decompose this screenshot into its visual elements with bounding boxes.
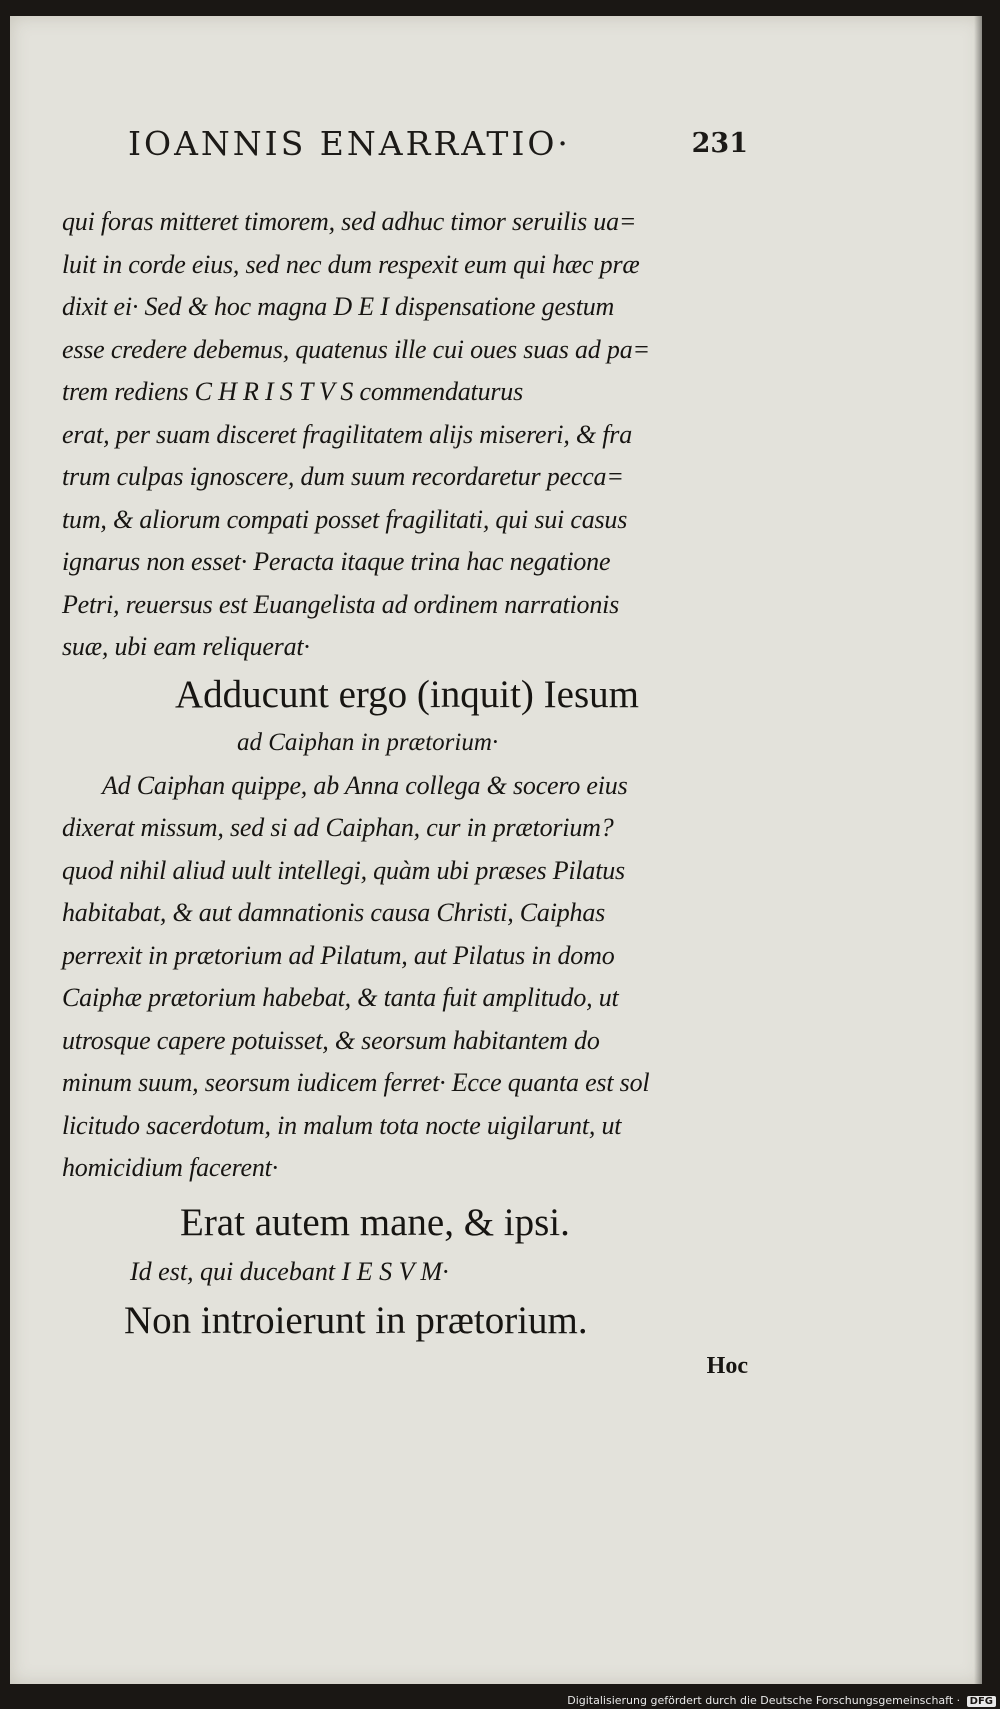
text-line: homicidium facerent· (62, 1153, 278, 1182)
text-line: trem rediens C H R I S T V S commendaturus (62, 377, 524, 406)
credit-text: Digitalisierung gefördert durch die Deutsche Forschungsgemeinschaft · (567, 1694, 961, 1707)
text-line: erat, per suam disceret fragilitatem alijs misereri, & fra (62, 419, 632, 449)
text-block (62, 201, 752, 1384)
lemma-heading: Non introierunt in prætorium. (124, 1298, 588, 1342)
lemma-subheading: Id est, qui ducebant I E S V M· (130, 1256, 449, 1286)
lemma-subheading: ad Caiphan in prætorium· (237, 728, 499, 756)
catchword: Hoc (706, 1352, 748, 1379)
text-line: Caiphæ prætorium habebat, & tanta fuit amplitudo, ut (62, 983, 619, 1012)
text-line: Ad Caiphan quippe, ab Anna collega & socero eius (102, 770, 628, 800)
text-line: utrosque capere potuisset, & seorsum habitantem do (62, 1025, 600, 1055)
text-line: Petri, reuersus est Euangelista ad ordinem narrationis (62, 589, 620, 619)
text-line: trum culpas ignoscere, dum suum recordaretur pecca= (62, 462, 624, 491)
text-line: tum, & aliorum compati posset fragilitati, qui sui casus (62, 504, 628, 534)
text-line: dixerat missum, sed si ad Caiphan, cur in prætorium? (62, 813, 614, 842)
dfg-logo: DFG (967, 1696, 996, 1707)
page-number: 231 (691, 128, 748, 159)
digitization-credit (567, 1694, 996, 1707)
text-line: habitabat, & aut damnationis causa Christi, Caiphas (62, 898, 606, 927)
page-edge-shadow (974, 16, 982, 1684)
text-line: esse credere debemus, quatenus ille cui oues suas ad pa= (62, 334, 650, 364)
lemma-heading: Erat autem mane, & ipsi. (180, 1200, 570, 1244)
text-line: suæ, ubi eam reliquerat· (62, 632, 310, 661)
text-line: luit in corde eius, sed nec dum respexit eum qui hæc præ (62, 249, 640, 279)
running-head-title: IOANNIS ENARRATIO· (128, 124, 571, 163)
book-page (10, 16, 982, 1684)
text-line: licitudo sacerdotum, in malum tota nocte uigilarunt, ut (62, 1110, 622, 1140)
text-line: minum suum, seorsum iudicem ferret· Ecce quanta est sol (62, 1068, 650, 1097)
lemma-heading: Adducunt ergo (inquit) Iesum (175, 672, 639, 716)
text-line: quod nihil aliud uult intellegi, quàm ubi præses Pilatus (62, 855, 625, 885)
running-head (128, 124, 748, 164)
text-line: dixit ei· Sed & hoc magna D E I dispensatione gestum (62, 292, 615, 321)
text-line: qui foras mitteret timorem, sed adhuc timor seruilis ua= (62, 207, 637, 236)
text-line: perrexit in prætorium ad Pilatum, aut Pilatus in domo (62, 940, 615, 970)
text-line: ignarus non esset· Peracta itaque trina hac negatione (62, 547, 611, 576)
